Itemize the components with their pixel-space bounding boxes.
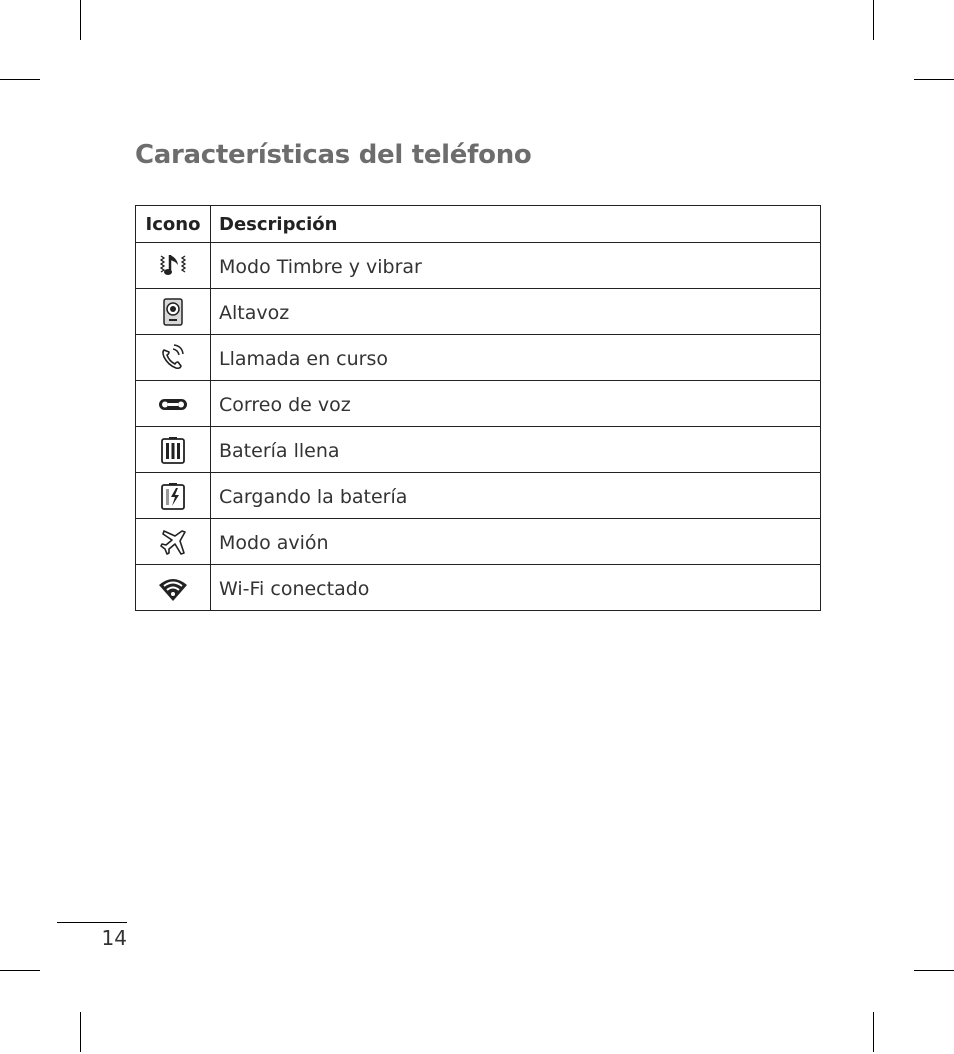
row-description: Modo Timbre y vibrar	[211, 243, 821, 289]
column-header-icon: Icono	[136, 206, 211, 243]
table-header-row	[136, 206, 821, 243]
call-in-progress-icon	[158, 343, 188, 373]
crop-mark	[914, 970, 954, 971]
table-row	[136, 289, 821, 335]
battery-full-icon	[158, 435, 188, 465]
row-description: Llamada en curso	[211, 335, 821, 381]
crop-mark	[80, 0, 81, 40]
battery-charging-icon	[158, 481, 188, 511]
crop-mark	[873, 1012, 874, 1052]
table-row	[136, 473, 821, 519]
crop-mark	[914, 79, 954, 80]
wifi-connected-icon	[158, 573, 188, 603]
table-row	[136, 335, 821, 381]
table-row	[136, 243, 821, 289]
table-row	[136, 381, 821, 427]
row-description: Altavoz	[211, 289, 821, 335]
airplane-mode-icon	[158, 527, 188, 557]
row-description: Modo avión	[211, 519, 821, 565]
crop-mark	[0, 970, 40, 971]
row-description: Wi-Fi conectado	[211, 565, 821, 611]
ring-vibrate-icon	[158, 251, 188, 281]
column-header-description: Descripción	[211, 206, 821, 243]
crop-mark	[0, 79, 40, 80]
row-description: Cargando la batería	[211, 473, 821, 519]
page-number: 14	[101, 926, 127, 950]
page-title: Características del teléfono	[135, 140, 532, 170]
table-row	[136, 427, 821, 473]
table-row	[136, 519, 821, 565]
voicemail-icon	[158, 389, 188, 419]
crop-mark	[873, 0, 874, 40]
footer-rule	[57, 922, 127, 923]
row-description: Correo de voz	[211, 381, 821, 427]
speaker-icon	[158, 297, 188, 327]
icon-table	[135, 205, 821, 611]
table-row	[136, 565, 821, 611]
row-description: Batería llena	[211, 427, 821, 473]
crop-mark	[80, 1012, 81, 1052]
